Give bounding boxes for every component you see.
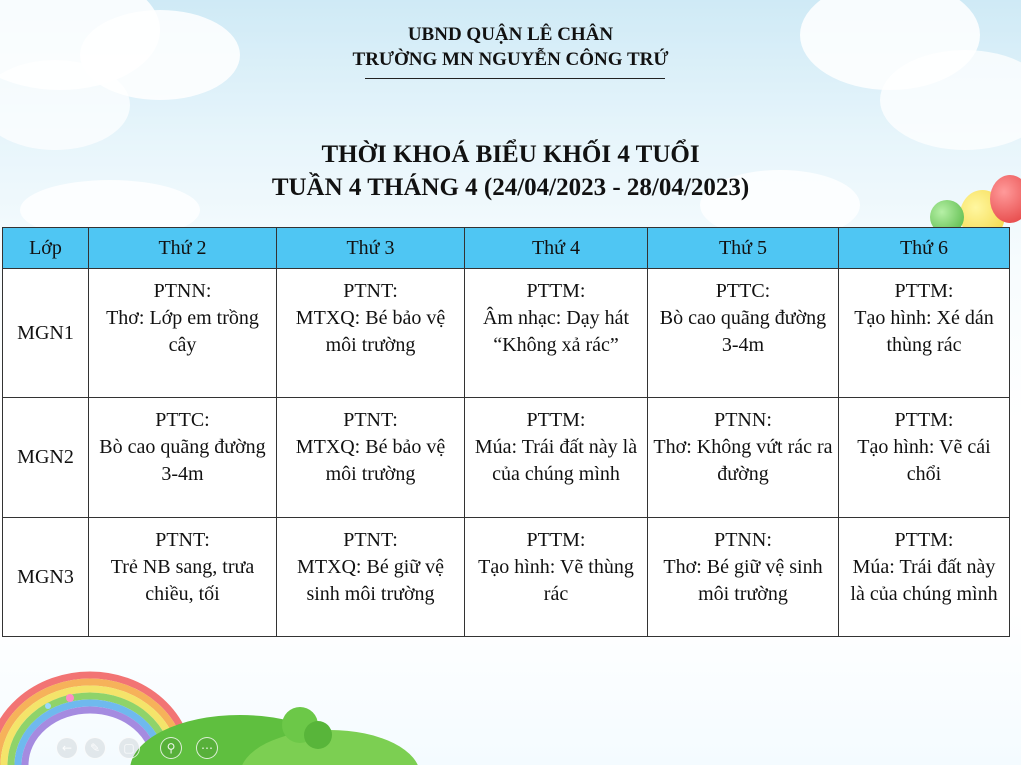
district-name: UBND QUẬN LÊ CHÂN <box>407 24 614 45</box>
schedule-cell <box>839 398 1010 518</box>
schedule-cell <box>277 269 465 398</box>
cell-area: PTNT: <box>155 529 210 551</box>
table-row <box>3 269 1010 398</box>
cell-activity: MTXQ: Bé giữ vệ sinh môi trường <box>297 556 444 605</box>
cell-area: PTTM: <box>894 280 954 302</box>
bush-decoration <box>66 694 74 702</box>
cell-area: PTTM: <box>526 529 586 551</box>
zoom-icon[interactable]: ⚲ <box>160 737 182 759</box>
cell-area: PTNT: <box>343 529 398 551</box>
schedule-cell <box>839 518 1010 637</box>
pen-icon[interactable]: ✎ <box>84 737 106 759</box>
cell-area: PTNN: <box>714 529 772 551</box>
slides-icon[interactable]: ▢ <box>118 737 140 759</box>
table-header-row <box>3 228 1010 269</box>
scenery-decoration <box>0 640 1021 765</box>
school-name: TRƯỜNG MN NGUYỄN CÔNG TRỨ <box>352 49 669 70</box>
cell-area: PTNT: <box>343 280 398 302</box>
cell-activity: Tạo hình: Vẽ cái chổi <box>857 436 991 485</box>
table-row <box>3 518 1010 637</box>
column-header-day: Thứ 5 <box>648 228 839 269</box>
schedule-cell <box>648 398 839 518</box>
page-subtitle: TUẦN 4 THÁNG 4 (24/04/2023 - 28/04/2023) <box>271 174 750 201</box>
class-name: MGN3 <box>3 518 89 637</box>
page-title: THỜI KHOÁ BIỂU KHỐI 4 TUỔI <box>321 141 700 168</box>
cell-activity: Tạo hình: Vẽ thùng rác <box>478 556 634 605</box>
cell-area: PTNT: <box>343 409 398 431</box>
schedule-cell <box>89 518 277 637</box>
header-divider <box>365 78 665 79</box>
column-header-day: Thứ 2 <box>89 228 277 269</box>
schedule-cell <box>89 269 277 398</box>
cell-activity: Âm nhạc: Dạy hát “Không xả rác” <box>482 307 630 356</box>
cell-activity: MTXQ: Bé bảo vệ môi trường <box>295 436 446 485</box>
schedule-cell <box>465 518 648 637</box>
cell-area: PTTM: <box>526 280 586 302</box>
column-header-day: Thứ 3 <box>277 228 465 269</box>
schedule-cell <box>465 269 648 398</box>
cell-activity: MTXQ: Bé bảo vệ môi trường <box>295 307 446 356</box>
timetable <box>2 227 1010 637</box>
cell-area: PTTM: <box>526 409 586 431</box>
bush-decoration <box>45 703 51 709</box>
schedule-cell <box>648 269 839 398</box>
cell-activity: Thơ: Không vứt rác ra đường <box>653 436 833 485</box>
cell-activity: Trẻ NB sang, trưa chiều, tối <box>110 556 255 605</box>
column-header-class: Lớp <box>3 228 89 269</box>
cell-activity: Bò cao quãng đường 3-4m <box>99 436 266 485</box>
cell-activity: Múa: Trái đất này là của chúng mình <box>474 436 638 485</box>
back-arrow-icon[interactable]: ← <box>56 737 78 759</box>
class-name: MGN2 <box>3 398 89 518</box>
column-header-day: Thứ 4 <box>465 228 648 269</box>
cell-activity: Bò cao quãng đường 3-4m <box>659 307 827 356</box>
cell-area: PTTC: <box>155 409 210 431</box>
schedule-cell <box>839 269 1010 398</box>
schedule-cell <box>277 518 465 637</box>
schedule-cell <box>277 398 465 518</box>
cell-area: PTTC: <box>715 280 771 302</box>
cell-activity: Thơ: Lớp em trồng cây <box>106 307 259 356</box>
cell-area: PTNN: <box>714 409 772 431</box>
cell-activity: Múa: Trái đất này là của chúng mình <box>850 556 998 605</box>
cell-activity: Tạo hình: Xé dán thùng rác <box>854 307 994 356</box>
class-name: MGN1 <box>3 269 89 398</box>
schedule-cell <box>89 398 277 518</box>
schedule-cell <box>648 518 839 637</box>
schedule-cell <box>465 398 648 518</box>
column-header-day: Thứ 6 <box>839 228 1010 269</box>
tree-decoration <box>304 721 332 749</box>
table-row <box>3 398 1010 518</box>
cell-activity: Thơ: Bé giữ vệ sinh môi trường <box>663 556 823 605</box>
cell-area: PTTM: <box>894 409 954 431</box>
cell-area: PTNN: <box>153 280 212 302</box>
cell-area: PTTM: <box>894 529 954 551</box>
more-icon[interactable]: ⋯ <box>196 737 218 759</box>
